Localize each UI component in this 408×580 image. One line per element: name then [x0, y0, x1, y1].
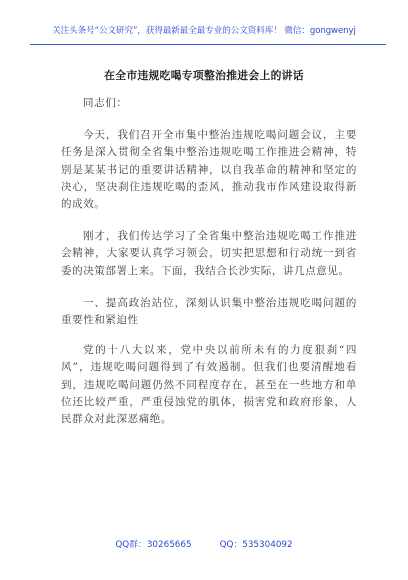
- footer-contact: [0, 537, 408, 550]
- section-heading: 一、提高政治站位，深刻认识集中整治违规吃喝问题的重要性和紧迫性: [61, 296, 357, 327]
- header-banner: 关注头条号“公文研究”，获得最新最全最专业的公文资料库！ 微信：gongwenyj: [52, 26, 356, 36]
- paragraph: 刚才，我们传达学习了全省集中整治违规吃喝工作推进会精神，大家要认真学习领会，切实把思想和行动统一到省委的决策部署上来。下面，我结合长沙实际，讲几点意见。: [61, 230, 357, 277]
- salutation: 同志们：: [83, 97, 128, 109]
- document-body: [61, 95, 357, 428]
- header-divider: [30, 44, 386, 45]
- footer-qq: QQ：535304092: [219, 540, 293, 550]
- document-title: 在全市违规吃喝专项整治推进会上的讲话: [104, 69, 304, 82]
- footer-qq-group: QQ群：30265665: [115, 540, 192, 550]
- paragraph: 今天，我们召开全市集中整治违规吃喝问题会议，主要任务是深入贯彻全省集中整治违规吃喝工作推进会精神，特别是某某书记的重要讲话精神，以自我革命的精神和坚定的决心，坚决刹住违规吃喝的歪风，推动我市作风建设取得新的成效。: [61, 129, 357, 211]
- paragraph: 党的十八大以来，党中央以前所未有的力度狠刹“四风”，违规吃喝问题得到了有效遏制。但我们也要清醒地看到，违规吃喝问题仍然不同程度存在，甚至在一些地方和单位还比较严重，严重侵蚀党的肌体，损害党和政府形象，人民群众对此深恶痛绝。: [61, 344, 357, 426]
